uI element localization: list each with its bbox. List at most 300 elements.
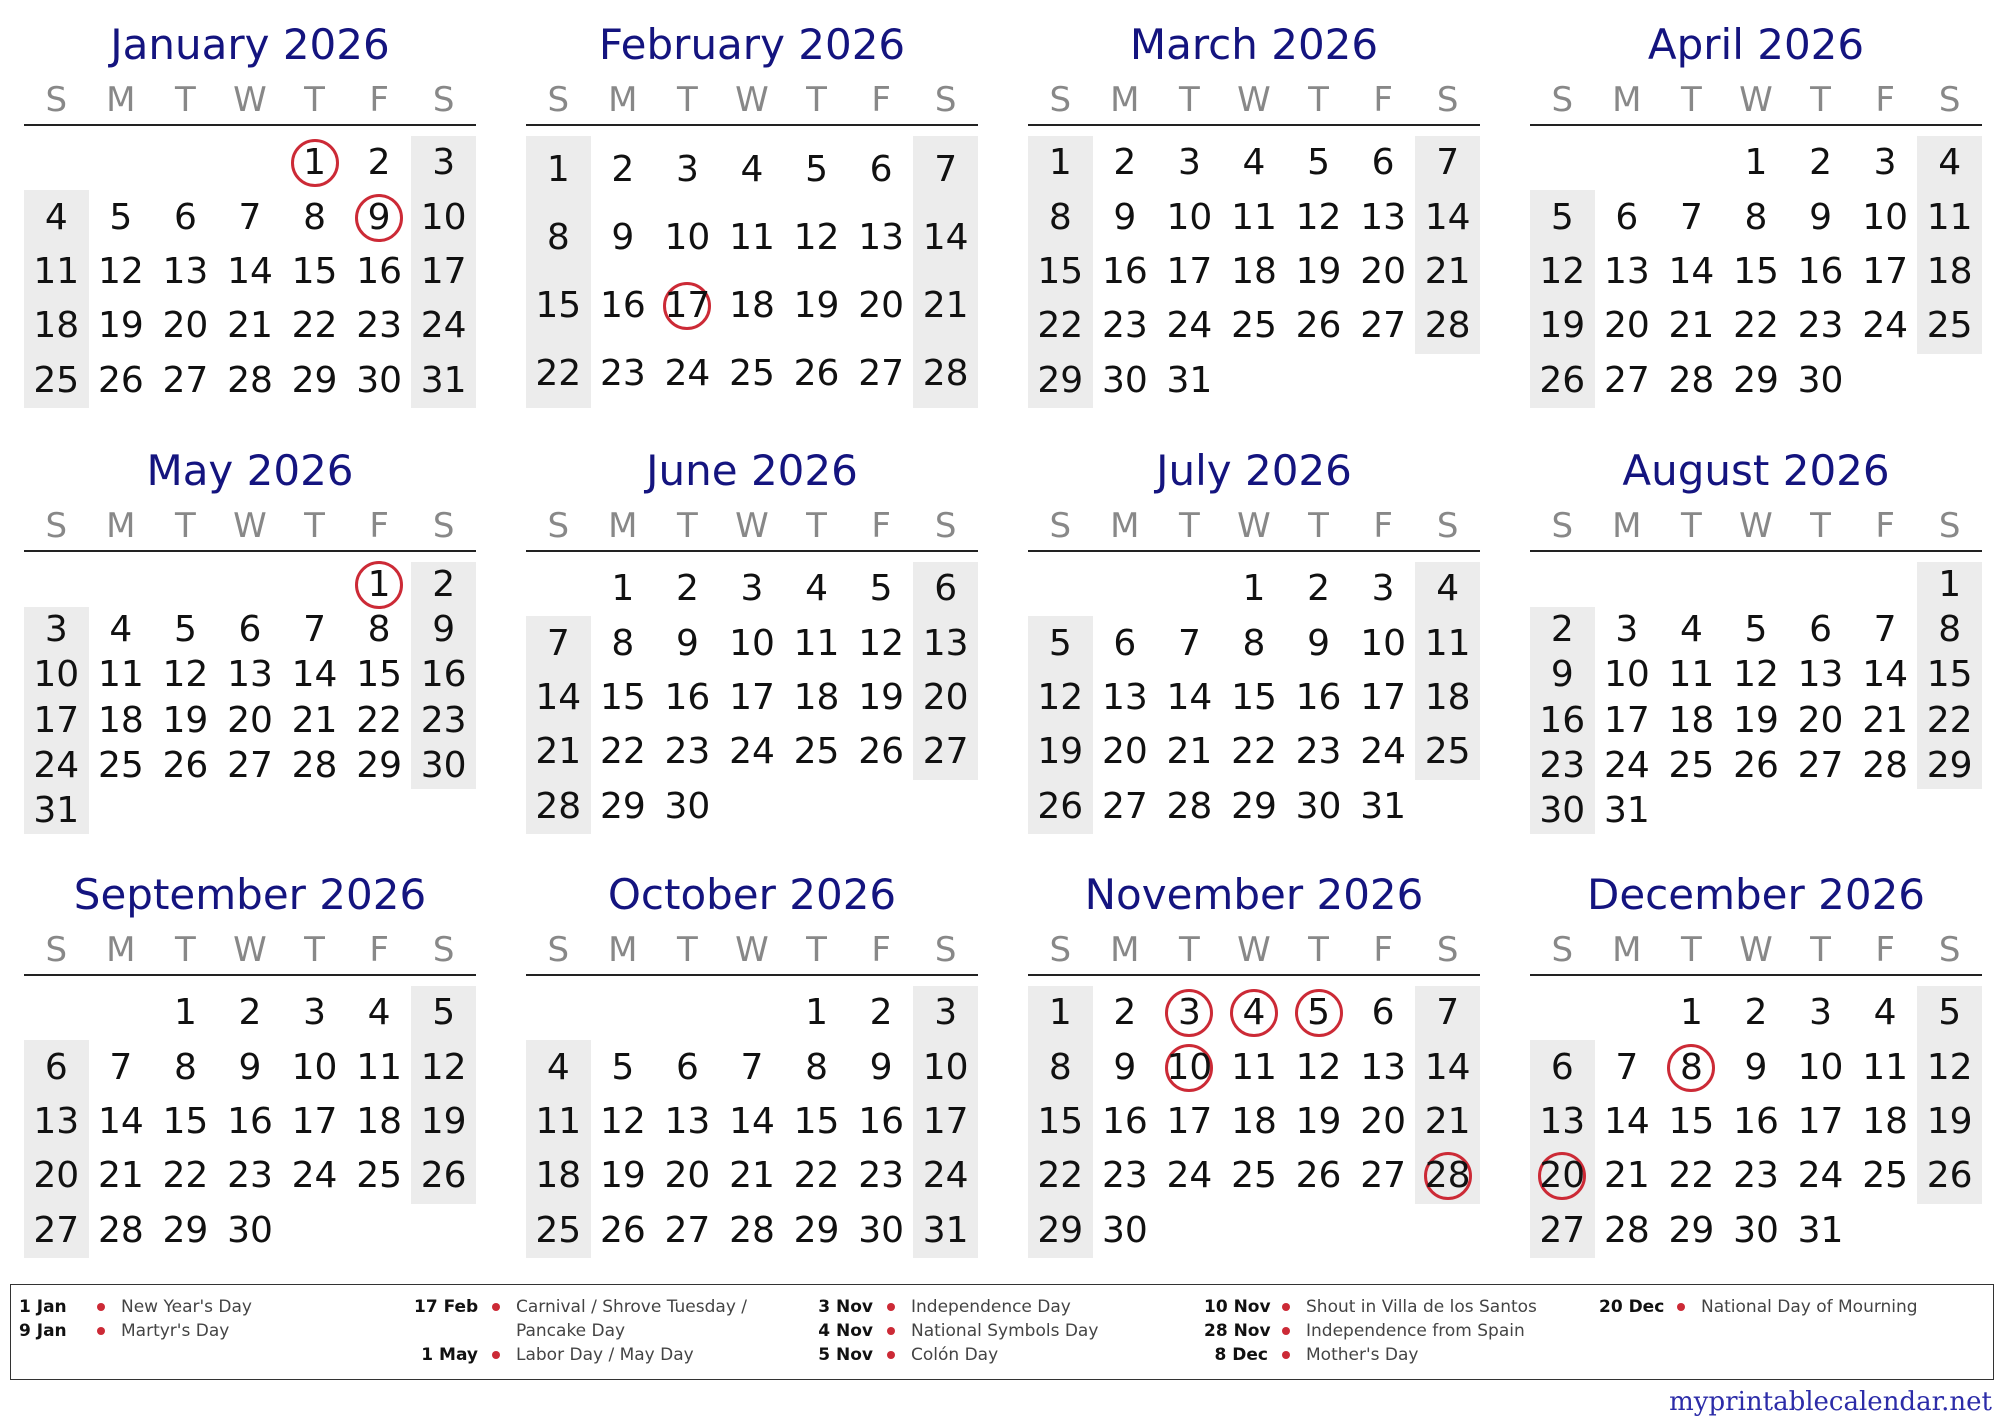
legend-date: 5 Nov [818, 1345, 873, 1365]
day-number: 22 [1037, 305, 1084, 347]
month-title: October 2026 [607, 870, 897, 919]
weekday-initial: T [1179, 930, 1200, 970]
legend-bullet [1282, 1351, 1290, 1359]
weekday-header [526, 928, 978, 972]
day-number: 18 [97, 699, 144, 741]
day-number: 5 [869, 568, 893, 610]
day-number: 6 [1113, 622, 1137, 664]
day-number: 13 [1360, 196, 1407, 238]
day-number: 19 [1295, 251, 1342, 292]
month-june-2026 [526, 426, 978, 836]
day-number: 9 [1809, 196, 1832, 238]
day-number: 28 [1424, 305, 1471, 347]
day-number: 18 [1424, 677, 1471, 718]
day-number: 20 [1360, 1101, 1407, 1142]
day-number: 24 [420, 305, 467, 347]
month-title: December 2026 [1586, 870, 1926, 919]
day-number: 14 [291, 654, 338, 696]
day-number: 6 [173, 196, 197, 238]
weekday-header [526, 78, 978, 122]
weekday-initial: S [1049, 930, 1072, 970]
day-number: 15 [291, 251, 338, 292]
day-number: 8 [173, 1046, 197, 1088]
day-number: 8 [805, 1046, 828, 1088]
day-number: 22 [1668, 1155, 1715, 1197]
weekday-initial: F [1373, 930, 1393, 970]
weekday-initial: M [608, 930, 638, 970]
day-number: 21 [227, 305, 273, 347]
day-number: 9 [432, 609, 456, 650]
day-number: 2 [367, 142, 391, 184]
weekday-initial: T [806, 80, 827, 120]
month-title: September 2026 [73, 870, 427, 919]
day-number: 3 [1371, 568, 1395, 610]
weekday-initial: F [871, 506, 891, 546]
weekday-header [1530, 928, 1982, 972]
day-number: 23 [356, 305, 403, 347]
day-number: 17 [1360, 677, 1407, 718]
day-number: 25 [1668, 745, 1715, 786]
day-number: 28 [729, 1209, 775, 1251]
day-number: 30 [1101, 1209, 1148, 1251]
day-number: 19 [97, 305, 144, 347]
day-number: 6 [869, 149, 893, 190]
month-september-2026 [24, 850, 476, 1260]
day-number: 12 [1295, 196, 1342, 238]
day-number: 15 [356, 654, 403, 696]
legend-date: 1 Jan [19, 1297, 67, 1317]
legend-bullet [1282, 1327, 1290, 1335]
day-number: 10 [1797, 1046, 1844, 1088]
weekday-initial: S [432, 506, 455, 546]
weekday-initial: W [233, 930, 267, 970]
day-number: 3 [675, 149, 699, 190]
day-number: 23 [227, 1155, 273, 1197]
day-number: 12 [1733, 654, 1779, 696]
weekday-initial: T [806, 930, 827, 970]
day-number: 2 [611, 149, 635, 190]
day-number: 10 [664, 217, 711, 258]
day-number: 27 [1101, 785, 1148, 827]
day-number: 27 [227, 745, 273, 786]
day-number: 17 [922, 1101, 969, 1142]
day-number: 18 [1231, 251, 1277, 292]
day-number: 27 [162, 359, 209, 401]
day-number: 6 [238, 609, 262, 650]
day-number: 28 [1603, 1209, 1650, 1251]
weekday-initial: W [1237, 80, 1271, 120]
weekday-initial: W [735, 506, 769, 546]
day-number: 17 [729, 677, 775, 718]
day-number: 7 [1615, 1046, 1639, 1088]
weekday-initial: S [1049, 80, 1072, 120]
holiday-date: 28 [1424, 1155, 1471, 1197]
day-number: 30 [1797, 359, 1844, 401]
month-march-2026 [1028, 0, 1480, 410]
day-number: 11 [1926, 196, 1973, 238]
day-number: 17 [1797, 1101, 1844, 1142]
legend-date: 8 Dec [1214, 1345, 1268, 1365]
day-number: 12 [599, 1101, 646, 1142]
weekday-header [24, 78, 476, 122]
day-number: 13 [1797, 654, 1844, 696]
day-number: 1 [1679, 992, 1703, 1034]
day-number: 13 [922, 622, 969, 664]
day-number: 14 [1424, 1046, 1471, 1088]
day-number: 10 [729, 622, 775, 664]
day-number: 31 [1166, 359, 1213, 401]
day-number: 14 [227, 251, 273, 292]
day-number: 26 [858, 731, 905, 773]
legend-holiday-name: Independence Day [911, 1297, 1071, 1317]
day-number: 4 [805, 568, 828, 610]
day-number: 7 [1436, 142, 1460, 184]
day-number: 29 [162, 1209, 209, 1251]
day-number: 9 [1113, 1046, 1137, 1088]
day-number: 7 [1177, 622, 1201, 664]
day-number: 21 [922, 285, 969, 326]
weekday-initial: S [45, 506, 68, 546]
day-number: 26 [97, 359, 144, 401]
weekday-initial: M [1110, 506, 1140, 546]
weekday-initial: F [871, 80, 891, 120]
day-number: 6 [1371, 142, 1395, 184]
weekday-initial: W [735, 930, 769, 970]
holiday-date: 1 [303, 142, 326, 184]
legend-holiday-name: Pancake Day [516, 1321, 626, 1341]
day-number: 27 [1539, 1209, 1586, 1251]
day-number: 13 [858, 217, 905, 258]
day-number: 24 [922, 1155, 969, 1197]
legend-date: 10 Nov [1204, 1297, 1271, 1317]
weekday-initial: T [677, 80, 698, 120]
legend-date: 4 Nov [818, 1321, 873, 1341]
day-number: 1 [1048, 992, 1072, 1034]
day-number: 23 [1539, 745, 1586, 786]
day-number: 10 [1360, 622, 1407, 664]
day-number: 24 [33, 745, 80, 786]
day-number: 31 [33, 790, 80, 832]
day-number: 14 [1668, 251, 1715, 292]
weekday-initial: S [1049, 506, 1072, 546]
weekday-initial: T [1810, 930, 1831, 970]
weekday-initial: T [1810, 506, 1831, 546]
weekday-initial: T [806, 506, 827, 546]
day-number: 9 [238, 1046, 262, 1088]
day-number: 6 [1371, 992, 1395, 1034]
day-number: 11 [356, 1046, 403, 1088]
month-title: April 2026 [1647, 20, 1865, 69]
day-number: 30 [1101, 359, 1148, 401]
weekday-initial: W [1237, 506, 1271, 546]
day-number: 6 [1550, 1046, 1574, 1088]
day-number: 14 [535, 677, 582, 718]
weekday-initial: T [1308, 506, 1329, 546]
day-number: 20 [858, 285, 905, 326]
day-number: 7 [1873, 609, 1897, 650]
day-number: 24 [1166, 305, 1213, 347]
weekday-initial: S [1436, 80, 1459, 120]
weekday-initial: T [304, 80, 325, 120]
day-number: 18 [1231, 1101, 1277, 1142]
day-number: 8 [1242, 622, 1266, 664]
day-number: 8 [1744, 196, 1768, 238]
header-rule [1530, 550, 1982, 552]
day-number: 1 [173, 992, 197, 1034]
weekday-initial: W [1739, 930, 1773, 970]
day-number: 26 [420, 1155, 467, 1197]
day-number: 20 [1797, 699, 1844, 741]
day-number: 28 [227, 359, 273, 401]
weekday-initial: F [1373, 506, 1393, 546]
day-number: 16 [858, 1101, 905, 1142]
day-number: 13 [227, 654, 273, 696]
day-number: 26 [1037, 785, 1084, 827]
day-number: 16 [599, 285, 646, 326]
day-number: 1 [1242, 568, 1266, 610]
weekday-initial: T [304, 930, 325, 970]
weekday-initial: W [233, 506, 267, 546]
day-number: 6 [675, 1046, 699, 1088]
day-number: 17 [420, 251, 467, 292]
day-number: 25 [535, 1209, 582, 1251]
month-may-2026 [24, 426, 476, 836]
weekday-initial: T [1681, 506, 1702, 546]
day-number: 8 [611, 622, 635, 664]
day-number: 25 [1862, 1155, 1909, 1197]
day-number: 7 [740, 1046, 764, 1088]
day-number: 21 [291, 699, 338, 741]
day-number: 12 [97, 251, 144, 292]
day-number: 9 [675, 622, 699, 664]
day-number: 27 [858, 353, 905, 394]
legend-date: 20 Dec [1599, 1297, 1665, 1317]
day-number: 20 [1101, 731, 1148, 773]
month-title: March 2026 [1129, 20, 1379, 69]
day-number: 2 [869, 992, 893, 1034]
day-number: 18 [793, 677, 840, 718]
weekday-initial: T [1308, 80, 1329, 120]
holiday-date: 3 [1177, 992, 1201, 1034]
weekday-initial: S [1436, 506, 1459, 546]
day-number: 30 [356, 359, 403, 401]
day-number: 15 [1733, 251, 1779, 292]
day-number: 17 [1166, 251, 1213, 292]
day-number: 7 [238, 196, 262, 238]
day-number: 7 [109, 1046, 133, 1088]
legend-bullet [887, 1351, 895, 1359]
day-number: 8 [1048, 196, 1072, 238]
weekday-initial: S [1938, 80, 1961, 120]
weekday-initial: T [1179, 80, 1200, 120]
weekday-initial: M [106, 506, 136, 546]
day-number: 3 [1615, 609, 1639, 650]
day-number: 25 [356, 1155, 403, 1197]
weekday-header [1028, 504, 1480, 548]
day-number: 4 [1242, 142, 1266, 184]
day-number: 4 [109, 609, 133, 650]
weekday-header [24, 928, 476, 972]
day-number: 25 [1231, 1155, 1277, 1197]
day-number: 10 [33, 654, 80, 696]
month-january-2026 [24, 0, 476, 410]
weekday-initial: T [1681, 930, 1702, 970]
day-number: 7 [1436, 992, 1460, 1034]
month-title: January 2026 [110, 20, 390, 69]
day-number: 23 [1733, 1155, 1779, 1197]
day-number: 21 [1862, 699, 1909, 741]
day-number: 15 [1926, 654, 1973, 696]
day-number: 5 [109, 196, 133, 238]
day-number: 8 [367, 609, 391, 650]
day-number: 14 [1603, 1101, 1650, 1142]
legend-bullet [492, 1303, 500, 1311]
legend-date: 3 Nov [818, 1297, 873, 1317]
site-url[interactable]: myprintablecalendar.net [1669, 1387, 1992, 1417]
holiday-date: 20 [1539, 1155, 1586, 1197]
day-number: 31 [1360, 785, 1407, 827]
day-number: 23 [420, 699, 467, 741]
day-number: 19 [1037, 731, 1084, 773]
day-number: 18 [356, 1101, 403, 1142]
weekday-initial: S [934, 930, 957, 970]
day-number: 9 [1113, 196, 1137, 238]
day-number: 9 [869, 1046, 893, 1088]
day-number: 18 [1668, 699, 1715, 741]
day-number: 25 [793, 731, 840, 773]
day-number: 11 [1231, 196, 1277, 238]
day-number: 24 [1360, 731, 1407, 773]
day-number: 29 [1926, 745, 1973, 786]
day-number: 20 [922, 677, 969, 718]
day-number: 20 [1360, 251, 1407, 292]
day-number: 30 [1539, 790, 1586, 832]
legend-holiday-name: Martyr's Day [121, 1321, 230, 1341]
day-number: 14 [1424, 196, 1471, 238]
day-number: 2 [675, 568, 699, 610]
holiday-date: 1 [367, 563, 391, 605]
day-number: 11 [1862, 1046, 1909, 1088]
weekday-initial: F [871, 930, 891, 970]
day-number: 13 [1603, 251, 1650, 292]
day-number: 16 [1733, 1101, 1779, 1142]
day-number: 3 [303, 992, 326, 1034]
month-title: June 2026 [646, 446, 858, 495]
month-october-2026 [526, 850, 978, 1260]
day-number: 4 [1938, 142, 1962, 184]
day-number: 24 [729, 731, 775, 773]
weekday-initial: M [608, 80, 638, 120]
day-number: 11 [729, 217, 775, 258]
day-number: 10 [1862, 196, 1909, 238]
day-number: 12 [162, 654, 209, 696]
day-number: 24 [1603, 745, 1650, 786]
day-number: 22 [291, 305, 338, 347]
weekday-initial: T [175, 80, 196, 120]
day-number: 13 [1360, 1046, 1407, 1088]
day-number: 16 [1101, 251, 1148, 292]
legend-date: 28 Nov [1204, 1321, 1271, 1341]
day-number: 19 [420, 1101, 467, 1142]
weekday-initial: F [1875, 930, 1895, 970]
legend-bullet [492, 1351, 500, 1359]
day-number: 22 [162, 1155, 209, 1197]
day-number: 8 [1938, 609, 1962, 650]
day-number: 29 [793, 1209, 840, 1251]
weekday-header [24, 504, 476, 548]
day-number: 27 [922, 731, 969, 773]
day-number: 9 [611, 217, 635, 258]
weekday-initial: F [369, 930, 389, 970]
weekday-initial: S [1938, 930, 1961, 970]
header-rule [1028, 124, 1480, 126]
day-number: 4 [546, 1046, 570, 1088]
day-number: 26 [1539, 359, 1586, 401]
weekday-initial: S [934, 80, 957, 120]
day-number: 2 [238, 992, 262, 1034]
day-number: 19 [1539, 305, 1586, 347]
day-number: 2 [1809, 142, 1832, 184]
weekday-initial: T [677, 930, 698, 970]
day-number: 10 [291, 1046, 338, 1088]
day-number: 26 [1295, 305, 1342, 347]
day-number: 18 [33, 305, 80, 347]
day-number: 24 [1862, 305, 1909, 347]
day-number: 25 [97, 745, 144, 786]
day-number: 2 [1113, 142, 1137, 184]
day-number: 21 [1424, 251, 1471, 292]
day-number: 16 [420, 654, 467, 696]
day-number: 11 [535, 1101, 582, 1142]
day-number: 20 [33, 1155, 80, 1197]
day-number: 25 [1926, 305, 1973, 347]
day-number: 28 [1862, 745, 1909, 786]
month-title: May 2026 [146, 446, 354, 495]
day-number: 23 [599, 353, 646, 394]
day-number: 15 [793, 1101, 840, 1142]
weekday-initial: M [106, 930, 136, 970]
day-number: 5 [1938, 992, 1962, 1034]
day-number: 6 [934, 568, 958, 610]
day-number: 9 [1744, 1046, 1768, 1088]
holiday-date: 17 [664, 285, 711, 326]
day-number: 29 [599, 785, 646, 827]
day-number: 13 [1539, 1101, 1586, 1142]
day-number: 10 [1166, 196, 1213, 238]
day-number: 2 [1113, 992, 1137, 1034]
day-number: 4 [1873, 992, 1897, 1034]
weekday-initial: S [432, 930, 455, 970]
month-december-2026 [1530, 850, 1982, 1260]
day-number: 5 [432, 992, 456, 1034]
legend-holiday-name: New Year's Day [121, 1297, 252, 1317]
day-number: 16 [1539, 699, 1586, 741]
day-number: 3 [432, 142, 456, 184]
day-number: 1 [1048, 142, 1072, 184]
day-number: 2 [432, 563, 456, 605]
day-number: 18 [729, 285, 775, 326]
header-rule [24, 550, 476, 552]
weekday-initial: F [369, 506, 389, 546]
weekday-initial: S [1436, 930, 1459, 970]
day-number: 15 [1668, 1101, 1715, 1142]
holiday-date: 4 [1242, 992, 1266, 1034]
day-number: 15 [1037, 1101, 1084, 1142]
day-number: 21 [97, 1155, 144, 1197]
day-number: 23 [664, 731, 711, 773]
header-rule [526, 124, 978, 126]
day-number: 7 [934, 149, 958, 190]
